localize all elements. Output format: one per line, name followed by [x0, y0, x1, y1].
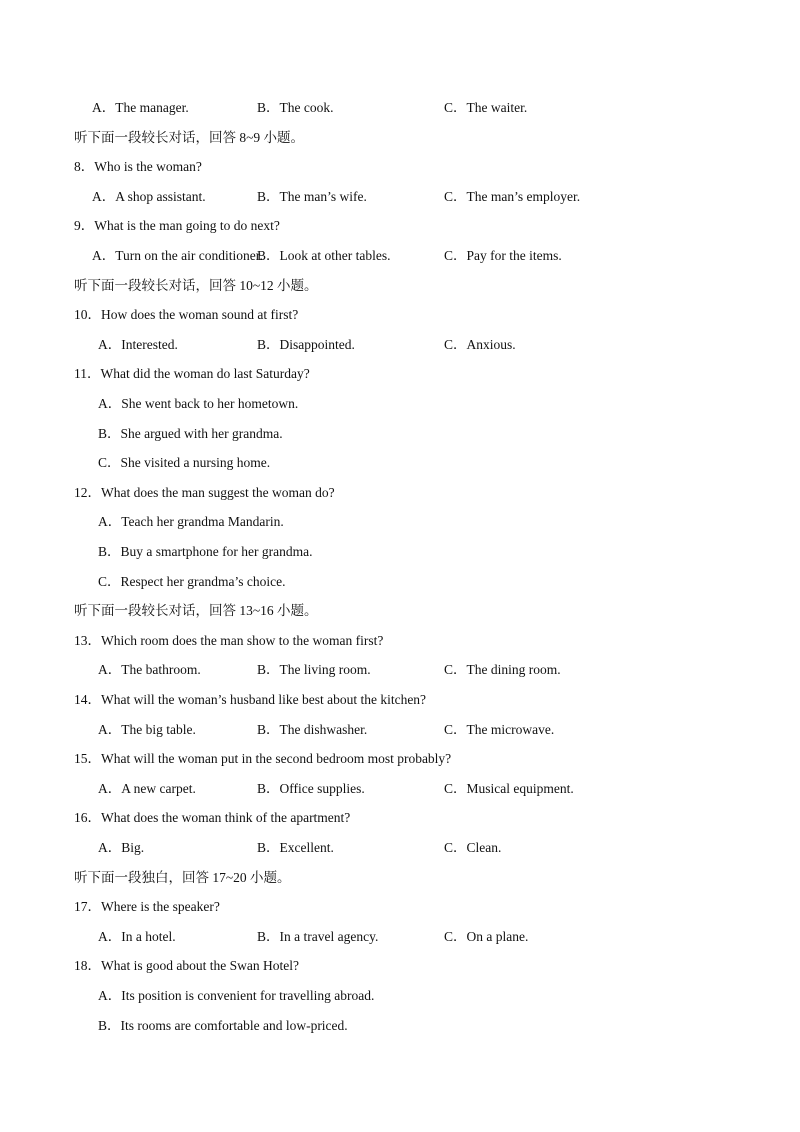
question-text: 8．Who is the woman?: [74, 159, 202, 174]
option-b: B．The man’s wife.: [257, 189, 367, 204]
question-text: 14．What will the woman’s husband like best about the kitchen?: [74, 692, 427, 707]
option-a: A．Interested.: [98, 337, 178, 352]
option-single: C．She visited a nursing home.: [98, 455, 271, 470]
option-b: B．The cook.: [257, 100, 334, 115]
option-c: C．The microwave.: [444, 722, 555, 737]
option-c: C．Musical equipment.: [444, 781, 574, 796]
section-instruction: 听下面一段较长对话，回答 8~9 小题。: [74, 130, 305, 145]
option-a: A．The manager.: [92, 100, 189, 115]
question-text: 9．What is the man going to do next?: [74, 218, 280, 233]
option-b: B．Look at other tables.: [257, 248, 391, 263]
question-text: 12．What does the man suggest the woman do?: [74, 485, 335, 500]
option-b: B．In a travel agency.: [257, 929, 379, 944]
question-text: 17．Where is the speaker?: [74, 899, 220, 914]
option-a: A．A shop assistant.: [92, 189, 206, 204]
option-a: A．A new carpet.: [98, 781, 196, 796]
option-c: C．The man’s employer.: [444, 189, 581, 204]
option-c: C．The waiter.: [444, 100, 528, 115]
option-b: B．Office supplies.: [257, 781, 365, 796]
option-c: C．Clean.: [444, 840, 502, 855]
option-single: B．Its rooms are comfortable and low-priced.: [98, 1018, 348, 1033]
option-b: B．The living room.: [257, 662, 371, 677]
option-c: C．On a plane.: [444, 929, 529, 944]
section-instruction: 听下面一段较长对话，回答 13~16 小题。: [74, 603, 318, 618]
section-instruction: 听下面一段较长对话，回答 10~12 小题。: [74, 278, 318, 293]
option-b: B．Excellent.: [257, 840, 334, 855]
question-text: 10．How does the woman sound at first?: [74, 307, 299, 322]
option-single: B．She argued with her grandma.: [98, 426, 283, 441]
option-c: C．The dining room.: [444, 662, 561, 677]
option-b: B．The dishwasher.: [257, 722, 368, 737]
question-text: 11．What did the woman do last Saturday?: [74, 366, 310, 381]
option-c: C．Pay for the items.: [444, 248, 562, 263]
question-text: 13．Which room does the man show to the woman first?: [74, 633, 384, 648]
option-a: A．The bathroom.: [98, 662, 201, 677]
option-a: A．In a hotel.: [98, 929, 176, 944]
question-text: 15．What will the woman put in the second bedroom most probably?: [74, 751, 452, 766]
question-text: 18．What is good about the Swan Hotel?: [74, 958, 299, 973]
option-single: A．Teach her grandma Mandarin.: [98, 514, 284, 529]
question-text: 16．What does the woman think of the apartment?: [74, 810, 351, 825]
option-single: A．She went back to her hometown.: [98, 396, 299, 411]
option-a: A．Big.: [98, 840, 145, 855]
section-instruction: 听下面一段独白，回答 17~20 小题。: [74, 870, 291, 885]
option-single: B．Buy a smartphone for her grandma.: [98, 544, 313, 559]
option-c: C．Anxious.: [444, 337, 516, 352]
option-single: C．Respect her grandma’s choice.: [98, 574, 286, 589]
option-a: A．The big table.: [98, 722, 196, 737]
option-single: A．Its position is convenient for travelling abroad.: [98, 988, 375, 1003]
option-b: B．Disappointed.: [257, 337, 355, 352]
option-a: A．Turn on the air conditioner.: [92, 248, 263, 263]
